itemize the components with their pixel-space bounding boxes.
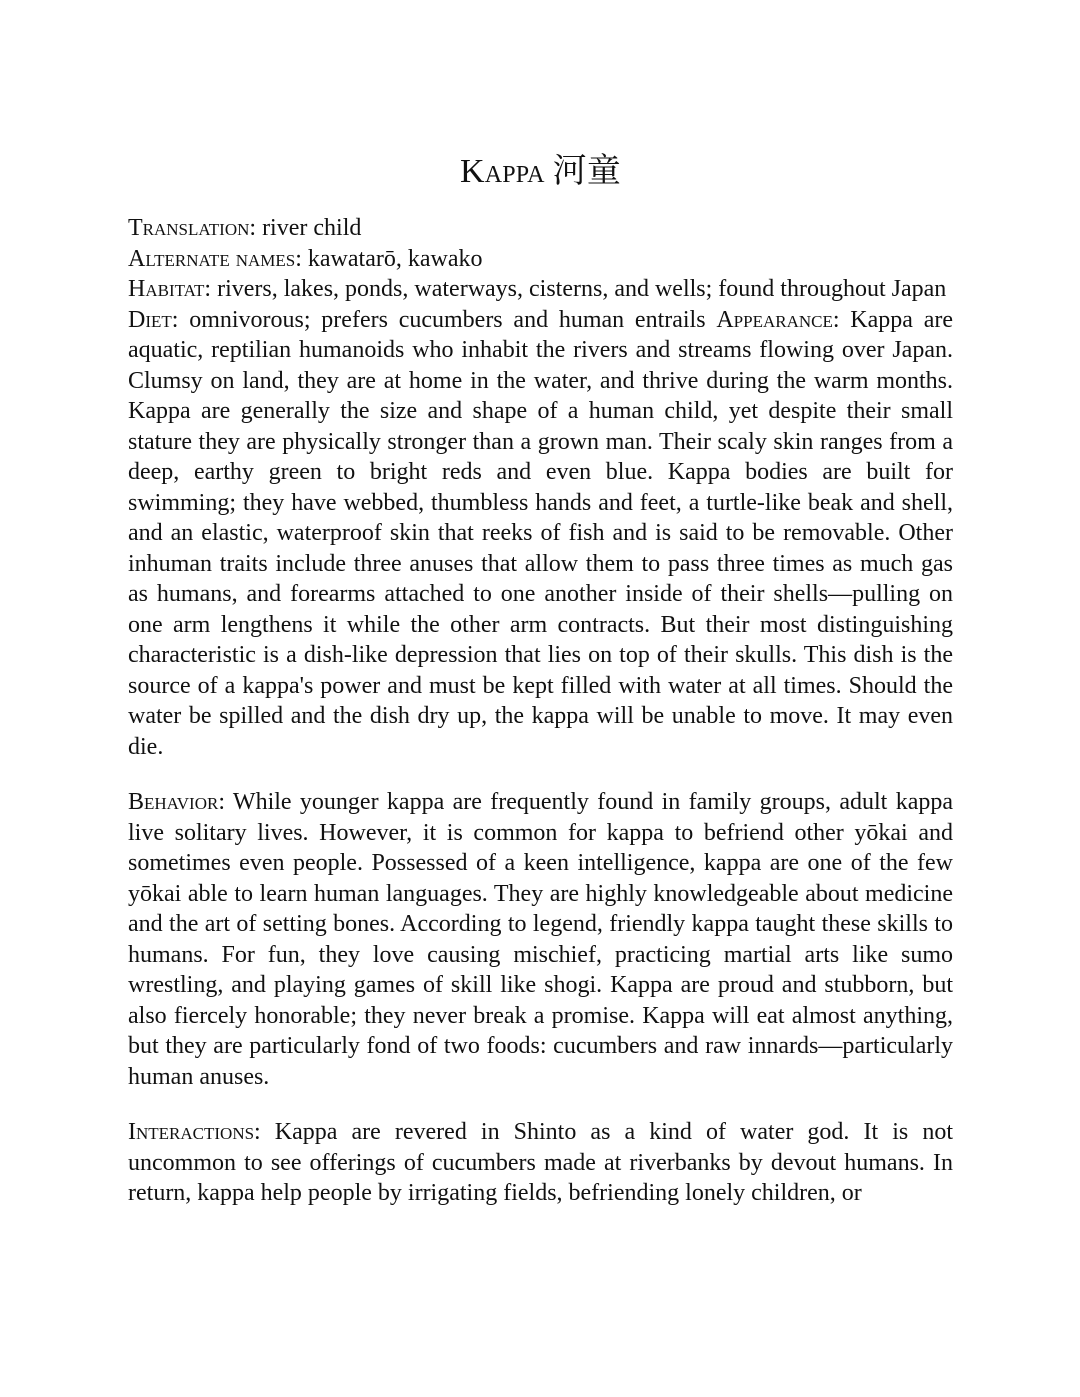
- interactions-value: Kappa are revered in Shinto as a kind of water god. It is not uncommon to see offerings of cucumbers made at riverbanks by devout humans. In return, kappa help people by irrigating fields, befriending lonely children, or: [128, 1119, 953, 1206]
- behavior-value: While younger kappa are frequently found in family groups, adult kappa live solitary lives. However, it is common for kappa to befriend other yōkai and sometimes even people. Possessed of a keen intelligence, kappa are one of the few yōkai able to learn human languages. They are highly knowledgeable about medicine and the art of setting bones. According to legend, friendly kappa taught these skills to humans. For fun, they love causing mischief, practicing martial arts like sumo wrestling, and playing games of skill like shogi. Kappa are proud and stubborn, but also fiercely honorable; they never break a promise. Kappa will eat almost anything, but they are particularly fond of two foods: cucumbers and raw innards—particularly human anuses.: [128, 789, 954, 1090]
- behavior-entry: Behavior: While younger kappa are frequently found in family groups, adult kappa live solitary lives. However, it is common for kappa to befriend other yōkai and sometimes even people. Possessed of a keen intelligence, kappa are one of the few yōkai able to learn human languages. They are highly knowledgeable about medicine and the art of setting bones. According to legend, friendly kappa taught these skills to humans. For fun, they love causing mischief, practicing martial arts like sumo wrestling, and playing games of skill like shogi. Kappa are proud and stubborn, but also fiercely honorable; they never break a promise. Kappa will eat almost anything, but they are particularly fond of two foods: cucumbers and raw innards—particularly human anuses.: [128, 789, 954, 1090]
- appearance-value: Kappa are aquatic, reptilian humanoids who inhabit the rivers and streams flowing over Japan. Clumsy on land, they are at home in the water, and thrive during the warm months. Kappa are generally the size and shape of a human child, yet despite their small stature they are physically stronger than a grown man. Their scaly skin ranges from a deep, earthy green to bright reds and even blue. Kappa bodies are built for swimming; they have webbed, thumbless hands and feet, a turtle-like beak and shell, and an elastic, waterproof skin that reeks of fish and is said to be removable. Other inhuman traits include three anuses that allow them to pass three times as much gas as humans, and forearms attached to one another inside of their shells—pulling on one arm lengthens it while the other arm contracts. But their most distinguishing characteristic is a dish-like depression that lies on top of their skulls. This dish is the source of a kappa's power and must be kept filled with water at all times. Should the water be spilled and the dish dry up, the kappa will be unable to move. It may even die.: [128, 306, 953, 760]
- translation-label: Translation: [128, 215, 250, 241]
- title-name: Kappa: [459, 153, 545, 190]
- interactions-entry: Interactions: Kappa are revered in Shinto as a kind of water god. It is not uncommon to see offerings of cucumbers made at riverbanks by devout humans. In return, kappa help people by irrigating fields, befriending lonely children, or: [128, 1119, 953, 1206]
- document-page: [128, 148, 953, 1209]
- habitat-value: rivers, lakes, ponds, waterways, cisterns, and wells; found throughout Japan: [217, 276, 947, 302]
- behavior-label: Behavior: [128, 789, 219, 815]
- alternate-names-label: Alternate names: [128, 245, 296, 272]
- diet-appearance-entry: Diet: omnivorous; prefers cucumbers and human entrails Appearance: Kappa are aquatic, reptilian humanoids who inhabit the rivers and streams flowing over Japan. Clumsy on land, they are at home in the water, and thrive during the warm months. Kappa are generally the size and shape of a human child, yet despite their small stature they are physically stronger than a grown man. Their scaly skin ranges from a deep, earthy green to bright reds and even blue. Kappa bodies are built for swimming; they have webbed, thumbless hands and feet, a turtle-like beak and shell, and an elastic, waterproof skin that reeks of fish and is said to be removable. Other inhuman traits include three anuses that allow them to pass three times as much gas as humans, and forearms attached to one another inside of their shells—pulling on one arm lengthens it while the other arm contracts. But their most distinguishing characteristic is a dish-like depression that lies on top of their skulls. This dish is the source of a kappa's power and must be kept filled with water at all times. Should the water be spilled and the dish dry up, the kappa will be unable to move. It may even die.: [128, 306, 953, 760]
- alternate-names-value: kawatarō, kawako: [307, 245, 483, 272]
- diet-label: Diet: [128, 306, 172, 333]
- alternate-names-entry: Alternate names: kawatarō, kawako: [128, 245, 483, 272]
- translation-value: river child: [262, 215, 362, 241]
- translation-entry: Translation: river child: [128, 215, 362, 241]
- title-kanji: 河童: [552, 151, 622, 191]
- paragraph-spacer: [128, 762, 953, 787]
- page-title: [128, 148, 953, 195]
- habitat-label: Habitat: [128, 276, 205, 302]
- interactions-label: Interactions: [128, 1119, 255, 1145]
- diet-value: omnivorous; prefers cucumbers and human entrails: [189, 306, 706, 333]
- habitat-entry: Habitat: rivers, lakes, ponds, waterways, cisterns, and wells; found throughout Japan: [128, 276, 947, 302]
- paragraph-spacer: [128, 1092, 953, 1117]
- appearance-label: Appearance: [716, 306, 833, 333]
